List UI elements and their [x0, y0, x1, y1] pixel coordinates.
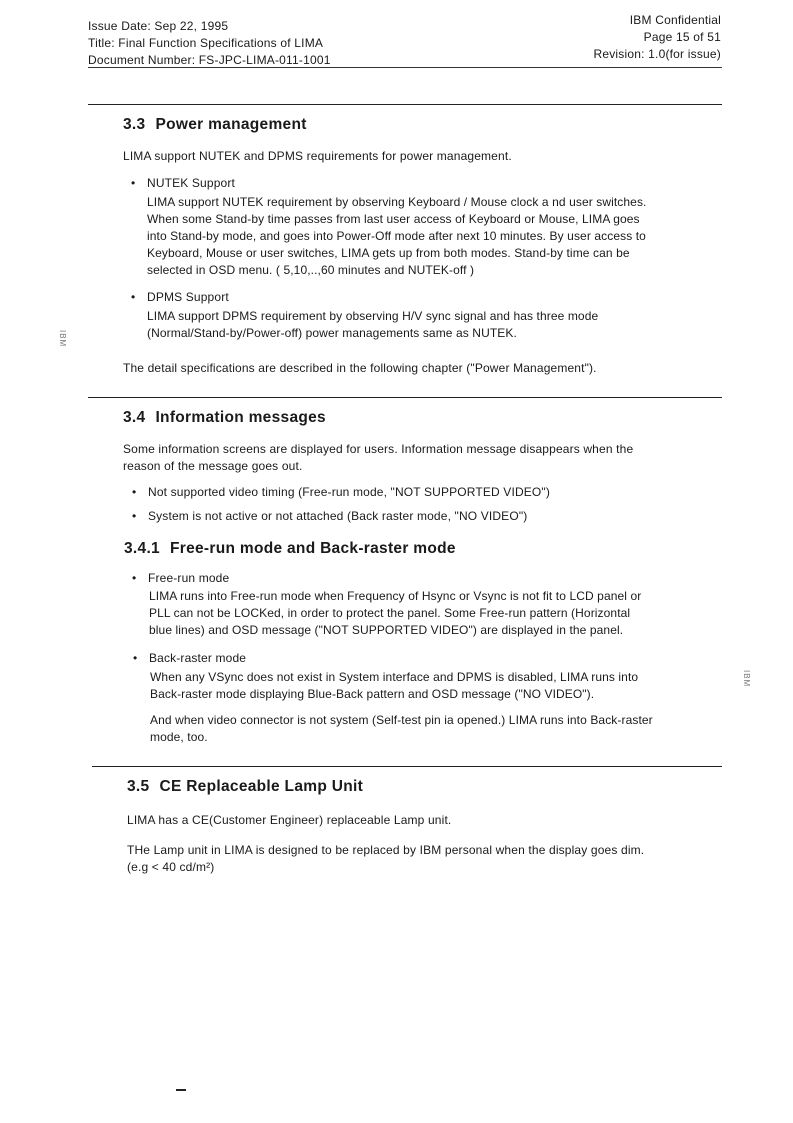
bullet-item: • DPMS Support [147, 289, 229, 306]
margin-mark-left: IBM [58, 330, 67, 348]
bullet-item: • Free-run mode [148, 570, 229, 587]
section-number: 3.4 [123, 409, 146, 426]
document-title: Title: Final Function Specifications of LIMA [88, 36, 324, 50]
text-line: (Normal/Stand-by/Power-off) power managements same as NUTEK. [147, 326, 517, 340]
section-heading-3-4-1 [124, 540, 456, 558]
text-line: Some information screens are displayed for users. Information message disappears when the [123, 442, 634, 456]
paragraph [123, 441, 633, 475]
section-title: Free-run mode and Back-raster mode [169, 540, 456, 557]
section-heading-3-5 [127, 778, 363, 796]
section-number: 3.4.1 [124, 540, 160, 557]
dpms-description [147, 308, 727, 342]
backraster-description [150, 669, 730, 703]
freerun-description [149, 588, 729, 639]
text-line: When some Stand-by time passes from last user access of Keyboard or Mouse, LIMA goes [147, 212, 640, 226]
section-divider [92, 766, 722, 767]
section-divider [88, 397, 722, 398]
text-line: THe Lamp unit in LIMA is designed to be replaced by IBM personal when the display goes dim. [127, 843, 645, 857]
section-number: 3.3 [123, 116, 146, 133]
text-line: selected in OSD menu. ( 5,10,..,60 minutes and NUTEK-off ) [147, 263, 475, 277]
section-title: Information messages [155, 409, 326, 426]
paragraph: The detail specifications are described in the following chapter ("Power Management"). [123, 361, 597, 375]
revision: Revision: 1.0(for issue) [593, 47, 721, 61]
text-line: into Stand-by mode, and goes into Power-Off mode after next 10 minutes. By user access to [147, 229, 646, 243]
backraster-connector-description [150, 712, 730, 746]
section-number: 3.5 [127, 778, 150, 795]
text-line: blue lines) and OSD message ("NOT SUPPORTED VIDEO") are displayed in the panel. [149, 623, 624, 637]
text-line: PLL can not be LOCKed, in order to protect the panel. Some Free-run pattern (Horizontal [149, 606, 631, 620]
text-line: LIMA runs into Free-run mode when Frequency of Hsync or Vsync is not fit to LCD panel or [149, 589, 642, 603]
text-line: And when video connector is not system (Self-test pin ia opened.) LIMA runs into Back-raster [150, 713, 653, 727]
text-line: LIMA support DPMS requirement by observing H/V sync signal and has three mode [147, 309, 599, 323]
paragraph [127, 842, 644, 876]
text-line: When any VSync does not exist in System interface and DPMS is disabled, LIMA runs into [150, 670, 639, 684]
section-divider [88, 104, 722, 105]
header-divider [88, 67, 722, 68]
footer-mark [176, 1089, 186, 1091]
section-title: Power management [155, 116, 307, 133]
text-line: Keyboard, Mouse or user switches, LIMA gets up from both modes. Stand-by time can be [147, 246, 630, 260]
paragraph: LIMA support NUTEK and DPMS requirements for power management. [123, 149, 512, 163]
text-line: LIMA support NUTEK requirement by observing Keyboard / Mouse clock a nd user switches. [147, 195, 647, 209]
bullet-item: • System is not active or not attached (Back raster mode, "NO VIDEO") [148, 508, 527, 525]
bullet-item: • Back-raster mode [149, 650, 246, 667]
text-line: Back-raster mode displaying Blue-Back pattern and OSD message ("NO VIDEO"). [150, 687, 595, 701]
bullet-item: • NUTEK Support [147, 175, 235, 192]
bullet-item: • Not supported video timing (Free-run mode, "NOT SUPPORTED VIDEO") [148, 484, 550, 501]
text-line: (e.g < 40 cd/m²) [127, 860, 215, 874]
nutek-description [147, 194, 727, 279]
document-number: Document Number: FS-JPC-LIMA-011-1001 [88, 53, 331, 67]
document-header-left [88, 18, 331, 69]
page-number: Page 15 of 51 [643, 30, 721, 44]
margin-mark-right: IBM [742, 670, 751, 688]
section-heading-3-4 [123, 409, 326, 427]
issue-date: Issue Date: Sep 22, 1995 [88, 19, 229, 33]
text-line: reason of the message goes out. [123, 459, 303, 473]
confidential-label: IBM Confidential [629, 13, 721, 27]
paragraph: LIMA has a CE(Customer Engineer) replaceable Lamp unit. [127, 813, 452, 827]
section-heading-3-3 [123, 116, 307, 134]
section-title: CE Replaceable Lamp Unit [159, 778, 364, 795]
text-line: mode, too. [150, 730, 208, 744]
document-header-right [593, 12, 721, 63]
